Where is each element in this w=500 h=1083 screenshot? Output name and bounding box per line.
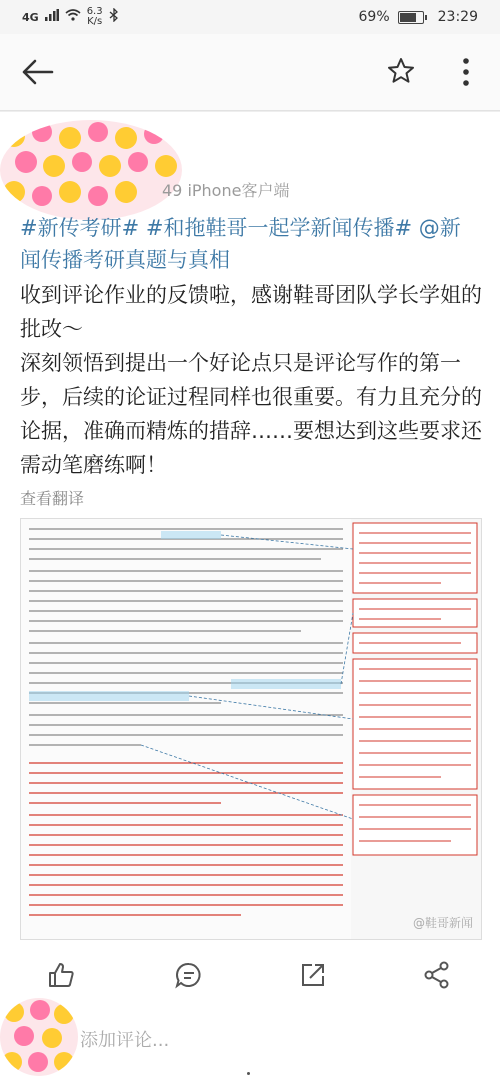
post-meta: 49 iPhone客户端: [162, 181, 290, 200]
net-speed: 6.3 K/s: [86, 6, 103, 27]
user-avatar: [0, 998, 78, 1076]
page-indicator-dot: [247, 1072, 250, 1075]
post-line: 深刻领悟到提出一个好论点只是评论写作的第一步，后续的论证过程同样也很重要。有力且充分的论据，准确而精炼的措辞……要想达到这些要求还需动笔磨练啊！: [20, 351, 482, 477]
like-icon: [46, 960, 76, 990]
translate-link[interactable]: 查看翻译: [20, 489, 85, 508]
document-screenshot-image: [21, 519, 481, 939]
comment-bar: [0, 996, 500, 1083]
comment-icon: [174, 960, 204, 990]
share-button[interactable]: [422, 960, 458, 996]
author-avatar[interactable]: [0, 120, 182, 220]
hashtags[interactable]: #新传考研# #和拖鞋哥一起学新闻传播# @新闻传播考研真题与真相: [20, 216, 461, 272]
favorite-button[interactable]: [386, 56, 416, 86]
share-icon: [422, 960, 452, 990]
action-bar: [0, 960, 500, 996]
signal-indicator: 4G: [22, 10, 39, 24]
star-icon: [386, 56, 416, 86]
emoji-collage-image: [0, 120, 182, 220]
battery-percent: 69%: [358, 9, 390, 25]
image-watermark: @鞋哥新闻: [412, 916, 473, 930]
comment-input[interactable]: 添加评论...: [80, 1030, 170, 1051]
back-button[interactable]: [20, 56, 56, 88]
post-content: [20, 278, 482, 482]
battery-icon: [398, 11, 424, 24]
status-bar: [0, 0, 500, 34]
post-line: 收到评论作业的反馈啦，感谢鞋哥团队学长学姐的批改～: [20, 283, 482, 341]
top-bar: [0, 34, 500, 111]
repost-icon: [298, 960, 328, 990]
wifi-icon: [65, 9, 81, 25]
comment-button[interactable]: [174, 960, 210, 996]
bluetooth-icon: [109, 8, 119, 26]
attached-image[interactable]: [20, 518, 482, 940]
back-arrow-icon: [20, 56, 56, 88]
more-vertical-icon: [456, 56, 476, 88]
signal-icon: [45, 9, 59, 25]
like-button[interactable]: [46, 960, 82, 996]
post-card: [0, 112, 500, 960]
emoji-collage-image: [0, 998, 78, 1076]
more-options-button[interactable]: [456, 56, 476, 88]
repost-button[interactable]: [298, 960, 334, 996]
clock: 23:29: [437, 9, 478, 25]
